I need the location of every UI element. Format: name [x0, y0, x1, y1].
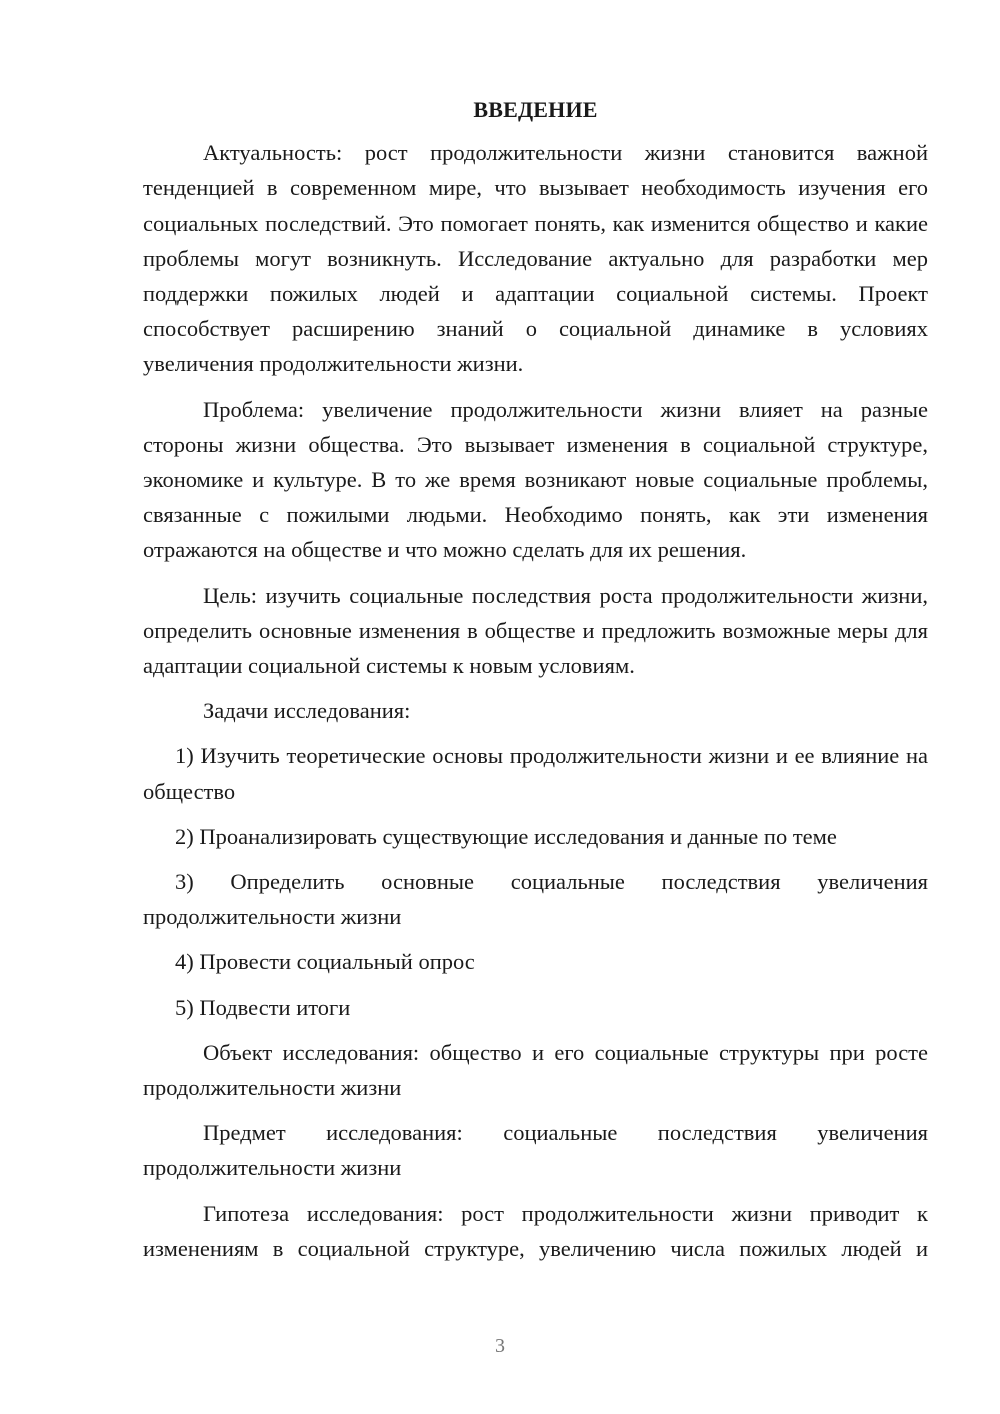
problem-paragraph: Проблема: увеличение продолжительности жизни влияет на разные стороны жизни общества. Это вызывает изменения в социальной структуре, экономике и культуре. В то же время возникают новые социальные проблемы, связанные с пожилыми людьми. Необходимо понять, как эти изменения отражаются на обществе и что можно сделать для их решения.	[143, 396, 928, 563]
object-paragraph: Объект исследования: общество и его социальные структуры при росте продолжительности жизни	[143, 1039, 928, 1101]
task-item-1: 1) Изучить теоретические основы продолжительности жизни и ее влияние на общество	[143, 743, 928, 804]
task-item-5: 5) Подвести итоги	[175, 994, 351, 1020]
page-content	[143, 92, 928, 1276]
subject-paragraph: Предмет исследования: социальные последствия увеличения продолжительности жизни	[143, 1120, 928, 1181]
tasks-heading: Задачи исследования:	[203, 698, 411, 724]
hypothesis-paragraph: Гипотеза исследования: рост продолжительности жизни приводит к изменениям в социальной структуре, увеличению числа пожилых людей и	[143, 1200, 928, 1261]
section-title: ВВЕДЕНИЕ	[473, 97, 598, 122]
task-item-2: 2) Проанализировать существующие исследования и данные по теме	[175, 823, 837, 849]
task-item-3: 3) Определить основные социальные последствия увеличения продолжительности жизни	[143, 869, 928, 930]
page-number: 3	[495, 1335, 505, 1357]
relevance-paragraph: Актуальность: рост продолжительности жизни становится важной тенденцией в современном мире, что вызывает необходимость изучения его социальных последствий. Это помогает понять, как изменится общество и какие проблемы могут возникнуть. Исследование актуально для разработки мер поддержки пожилых людей и адаптации социальной системы. Проект способствует расширению знаний о социальной динамике в условиях увеличения продолжительности жизни.	[143, 140, 928, 377]
goal-paragraph: Цель: изучить социальные последствия роста продолжительности жизни, определить основные изменения в обществе и предложить возможные меры для адаптации социальной системы к новым условиям.	[143, 582, 928, 679]
task-item-4: 4) Провести социальный опрос	[175, 949, 475, 975]
